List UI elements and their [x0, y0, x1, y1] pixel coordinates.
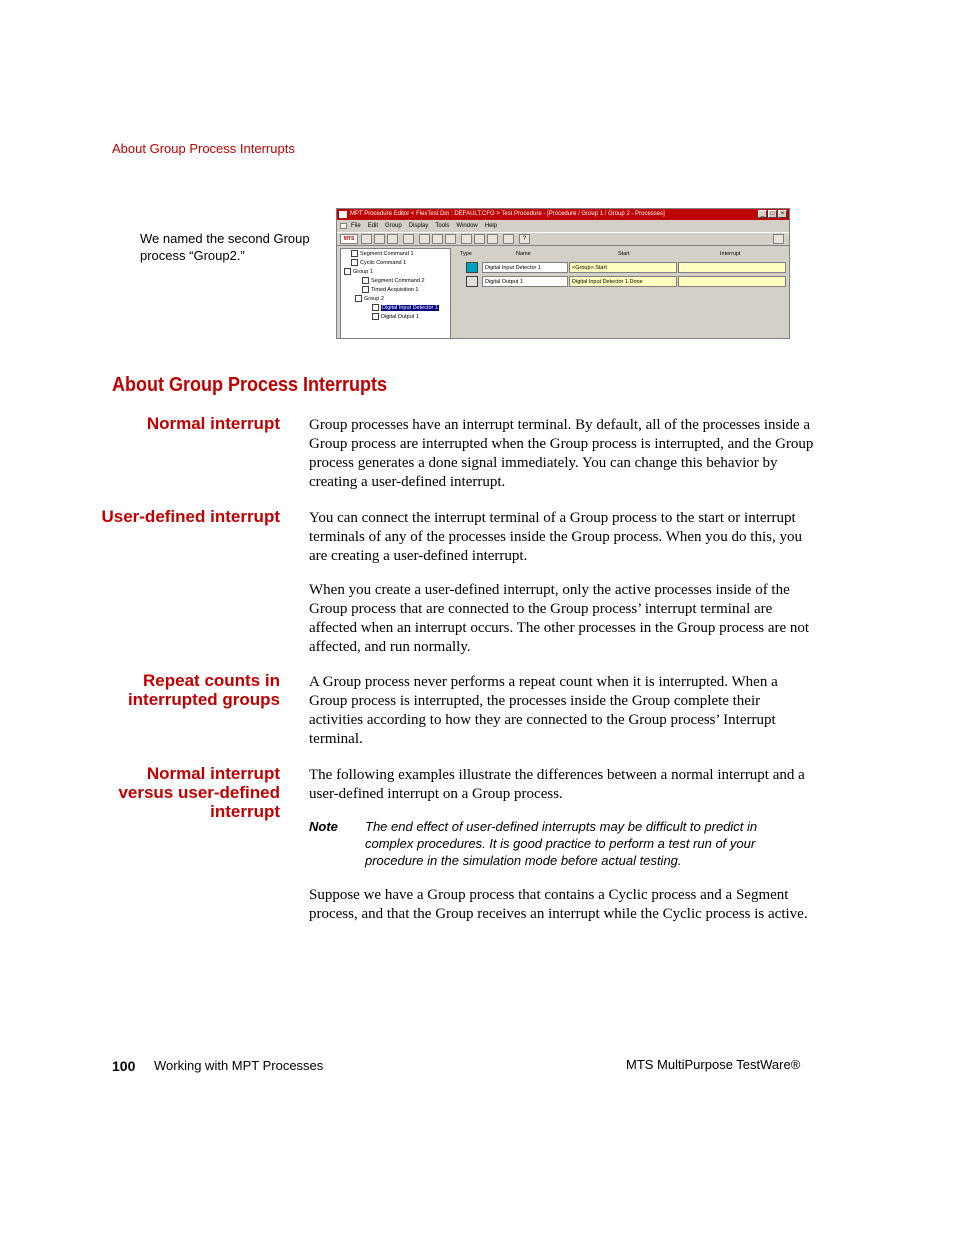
footer-chapter: Working with MPT Processes — [154, 1058, 324, 1073]
menu-window[interactable]: Window — [456, 223, 478, 229]
paragraph: The following examples illustrate the differences between a normal interrupt and a user-defined interrupt on a Group process. — [309, 767, 805, 802]
group-icon — [355, 295, 362, 302]
mts-logo: MTS — [340, 234, 358, 244]
tree-item[interactable]: Segment Command 2 — [362, 277, 425, 285]
paragraph: When you create a user-defined interrupt, only the active processes inside of the Group process that are connected to the Group process’ interrupt terminal are affected when an interrupt occurs. The other processes in the Group process are not affected, and run normally. — [309, 582, 810, 655]
digital-output-icon — [372, 313, 379, 320]
group-icon — [344, 268, 351, 275]
tree-item[interactable]: Segment Command 1 — [351, 250, 414, 258]
open-icon[interactable] — [361, 234, 372, 244]
close-button[interactable]: × — [778, 210, 787, 218]
app-icon — [339, 211, 347, 218]
sidehead-line: interrupted groups — [127, 690, 280, 709]
tree-item[interactable]: Timed Acquisition 1 — [362, 286, 419, 294]
menu-tools[interactable]: Tools — [435, 223, 450, 229]
input-detector-icon[interactable] — [466, 262, 478, 273]
sidehead-repeat-counts — [100, 671, 280, 709]
page-number: 100 — [112, 1058, 136, 1074]
tile-icon[interactable] — [474, 234, 485, 244]
save-icon[interactable] — [374, 234, 385, 244]
print-preview-icon[interactable] — [773, 234, 784, 244]
chart-icon[interactable] — [419, 234, 430, 244]
menu-bar — [337, 221, 789, 231]
digital-output-icon[interactable] — [466, 276, 478, 287]
footer-product: MTS MultiPurpose TestWare® — [626, 1057, 801, 1072]
column-header-name: Name — [516, 251, 531, 257]
sidehead-line: versus user-defined — [118, 783, 280, 802]
document-icon — [340, 223, 347, 229]
menu-group[interactable]: Group — [385, 223, 402, 229]
minimize-button[interactable]: _ — [758, 210, 767, 218]
section-heading: About Group Process Interrupts — [112, 374, 388, 396]
sidehead-line: Normal interrupt — [146, 764, 280, 783]
lock-icon[interactable] — [503, 234, 514, 244]
input-detector-icon — [372, 304, 379, 311]
meter-icon[interactable] — [445, 234, 456, 244]
grid-icon[interactable] — [487, 234, 498, 244]
help-icon[interactable]: ? — [519, 234, 530, 244]
tree-item-selected[interactable]: Digital Input Detector 1 — [372, 304, 439, 312]
sidehead-normal-vs-user-defined — [100, 764, 280, 821]
segment-icon — [351, 250, 358, 257]
window-titlebar — [337, 209, 789, 220]
process-grid — [455, 248, 789, 339]
scope-icon[interactable] — [432, 234, 443, 244]
tree-item[interactable]: Group 2 — [355, 295, 384, 303]
column-header-start: Start — [618, 251, 630, 257]
process-tree — [340, 248, 451, 339]
sidehead-normal-interrupt: Normal interrupt — [146, 414, 280, 433]
run-icon[interactable] — [403, 234, 414, 244]
row-interrupt-cell[interactable] — [678, 262, 786, 273]
acquisition-icon — [362, 286, 369, 293]
paragraph: A Group process never performs a repeat count when it is interrupted. When a Group process is interrupted, the processes inside the Group complete their activities according to how they are connected to the Group process’ Interrupt terminal. — [309, 674, 778, 747]
toolbar — [337, 232, 789, 246]
paragraph: Group processes have an interrupt terminal. By default, all of the processes inside a Group process are interrupted when the Group process is interrupted, and the Group process generates a done signal immediately. You can change this behavior by creating a user-defined interrupt. — [309, 417, 814, 490]
menu-help[interactable]: Help — [484, 223, 498, 229]
tree-item[interactable]: Cyclic Command 1 — [351, 259, 406, 267]
paragraph: You can connect the interrupt terminal of a Group process to the start or interrupt terminals of any of the processes inside the Group process. When you do this, you are creating a user-defined interrupt. — [309, 510, 802, 564]
window-title: MPT Procedure Editor < FlexTest Dm : DEFAULT.CFG > Test Procedure - [Procedure / Group 1 / Group 2 - Processes] — [350, 211, 665, 217]
menu-file[interactable]: File — [351, 223, 361, 229]
tree-item[interactable]: Digital Output 1 — [372, 313, 419, 321]
procedure-editor-screenshot — [336, 208, 790, 339]
paragraph: Suppose we have a Group process that contains a Cyclic process and a Segment process, and that the Group receives an interrupt while the Cyclic process is active. — [309, 887, 808, 922]
tree-item[interactable]: Group 1 — [344, 268, 373, 276]
sidehead-line: Repeat counts in — [143, 671, 280, 690]
sidehead-user-defined-interrupt: User-defined interrupt — [101, 507, 280, 526]
row-name-cell[interactable]: Digital Input Detector 1 — [482, 262, 568, 273]
menu-display[interactable]: Display — [408, 223, 429, 229]
column-header-type: Type — [460, 251, 472, 257]
print-icon[interactable] — [387, 234, 398, 244]
row-start-cell[interactable]: <Group>.Start — [569, 262, 677, 273]
row-start-cell[interactable]: Digital Input Detector 1.Done — [569, 276, 677, 287]
menu-edit[interactable]: Edit — [367, 223, 379, 229]
maximize-button[interactable]: □ — [768, 210, 777, 218]
segment-icon — [362, 277, 369, 284]
row-interrupt-cell[interactable] — [678, 276, 786, 287]
column-header-interrupt: Interrupt — [720, 251, 741, 257]
cyclic-icon — [351, 259, 358, 266]
cascade-icon[interactable] — [461, 234, 472, 244]
figure-caption: We named the second Group process “Group2.” — [140, 231, 310, 263]
note-text: The end effect of user-defined interrupts may be difficult to predict in complex procedures. It is good practice to perform a test run of your procedure in the simulation mode before actual testing. — [365, 819, 758, 868]
sidehead-line: interrupt — [210, 802, 280, 821]
running-head: About Group Process Interrupts — [112, 141, 295, 156]
note-label: Note — [309, 819, 338, 834]
row-name-cell[interactable]: Digital Output 1 — [482, 276, 568, 287]
